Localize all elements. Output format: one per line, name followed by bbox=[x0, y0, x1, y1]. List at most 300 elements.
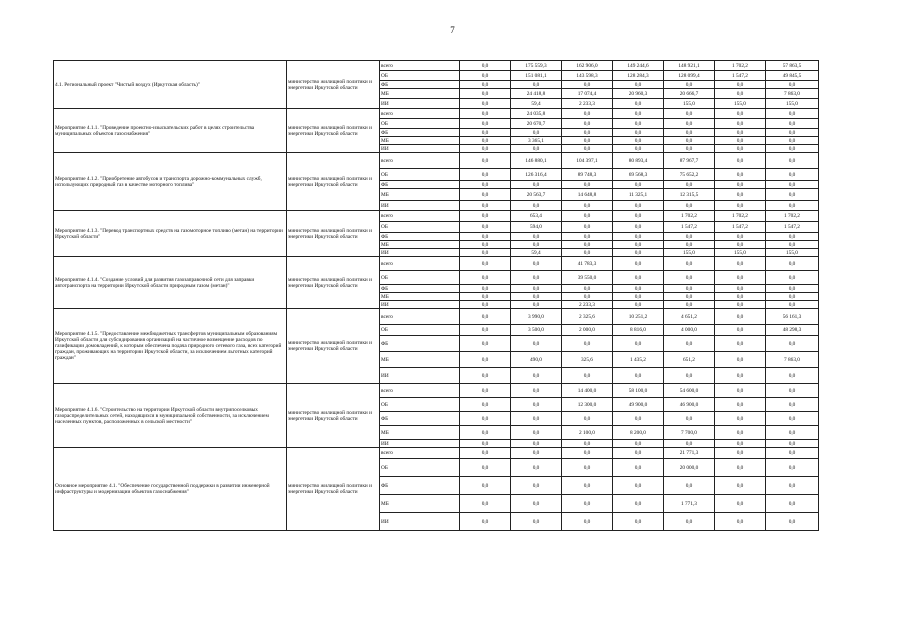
amount-cell: 0,0 bbox=[715, 368, 766, 384]
amount-cell: 0,0 bbox=[664, 241, 715, 249]
amount-cell: 0,0 bbox=[613, 241, 664, 249]
amount-cell: 12 300,0 bbox=[562, 398, 613, 412]
amount-cell: 20 000,0 bbox=[664, 459, 715, 477]
amount-cell: 0,0 bbox=[766, 495, 819, 513]
funding-source: ФБ bbox=[380, 181, 460, 189]
amount-cell: 0,0 bbox=[460, 81, 511, 89]
amount-cell: 0,0 bbox=[766, 336, 819, 352]
amount-cell: 0,0 bbox=[766, 448, 819, 459]
amount-cell: 0,0 bbox=[715, 271, 766, 285]
budget-table-body bbox=[54, 61, 819, 531]
amount-cell: 0,0 bbox=[664, 109, 715, 119]
amount-cell: 0,0 bbox=[715, 233, 766, 241]
amount-cell: 0,0 bbox=[562, 459, 613, 477]
amount-cell: 0,0 bbox=[562, 137, 613, 145]
amount-cell: 49 900,0 bbox=[613, 398, 664, 412]
activity-name: Мероприятие 4.1.6. "Строительство на территории Иркутской области внутрипоселковых газораспределительных сетей, находящихся в муниципальной собственности, за исключением населенных пунктов, расположенных в сельской местности" bbox=[54, 384, 287, 448]
amount-cell: 0,0 bbox=[511, 426, 562, 440]
amount-cell: 0,0 bbox=[562, 412, 613, 426]
funding-source: ИИ bbox=[380, 201, 460, 211]
amount-cell: 0,0 bbox=[511, 181, 562, 189]
amount-cell: 0,0 bbox=[460, 285, 511, 293]
amount-cell: 0,0 bbox=[715, 189, 766, 201]
amount-cell: 0,0 bbox=[460, 448, 511, 459]
responsible-executor: министерство жилищной политики и энергетики Иркутской области bbox=[287, 211, 380, 257]
amount-cell: 20 563,7 bbox=[511, 189, 562, 201]
funding-source: МБ bbox=[380, 89, 460, 99]
amount-cell: 104 397,1 bbox=[562, 153, 613, 169]
funding-source: ФБ bbox=[380, 477, 460, 495]
amount-cell: 1 702,2 bbox=[715, 211, 766, 222]
amount-cell: 0,0 bbox=[715, 309, 766, 325]
amount-cell: 0,0 bbox=[562, 181, 613, 189]
amount-cell: 0,0 bbox=[460, 153, 511, 169]
funding-source: ФБ bbox=[380, 233, 460, 241]
amount-cell: 7 863,0 bbox=[766, 352, 819, 368]
funding-source: ОБ bbox=[380, 71, 460, 81]
amount-cell: 0,0 bbox=[664, 271, 715, 285]
amount-cell: 0,0 bbox=[613, 440, 664, 448]
amount-cell: 0,0 bbox=[664, 137, 715, 145]
amount-cell: 0,0 bbox=[562, 222, 613, 233]
amount-cell: 39 550,0 bbox=[562, 271, 613, 285]
amount-cell: 14 648,8 bbox=[562, 189, 613, 201]
amount-cell: 0,0 bbox=[460, 129, 511, 137]
funding-source: всего bbox=[380, 109, 460, 119]
table-row bbox=[54, 153, 819, 169]
funding-source: ОБ bbox=[380, 271, 460, 285]
amount-cell: 0,0 bbox=[613, 129, 664, 137]
amount-cell: 2 233,3 bbox=[562, 99, 613, 109]
amount-cell: 0,0 bbox=[664, 119, 715, 129]
amount-cell: 0,0 bbox=[766, 137, 819, 145]
table-row bbox=[54, 211, 819, 222]
amount-cell: 0,0 bbox=[664, 257, 715, 271]
amount-cell: 0,0 bbox=[613, 477, 664, 495]
amount-cell: 0,0 bbox=[715, 129, 766, 137]
amount-cell: 48 298,3 bbox=[766, 325, 819, 336]
amount-cell: 0,0 bbox=[460, 352, 511, 368]
amount-cell: 3 365,1 bbox=[511, 137, 562, 145]
amount-cell: 20 666,7 bbox=[664, 89, 715, 99]
amount-cell: 0,0 bbox=[664, 301, 715, 309]
funding-source: МБ bbox=[380, 241, 460, 249]
amount-cell: 0,0 bbox=[715, 325, 766, 336]
funding-source: всего bbox=[380, 257, 460, 271]
amount-cell: 0,0 bbox=[613, 211, 664, 222]
amount-cell: 0,0 bbox=[460, 412, 511, 426]
amount-cell: 0,0 bbox=[460, 293, 511, 301]
funding-source: МБ bbox=[380, 189, 460, 201]
amount-cell: 0,0 bbox=[460, 99, 511, 109]
amount-cell: 0,0 bbox=[613, 285, 664, 293]
amount-cell: 0,0 bbox=[562, 233, 613, 241]
amount-cell: 0,0 bbox=[460, 89, 511, 99]
amount-cell: 1 702,2 bbox=[664, 211, 715, 222]
amount-cell: 87 967,7 bbox=[664, 153, 715, 169]
amount-cell: 0,0 bbox=[613, 137, 664, 145]
amount-cell: 0,0 bbox=[715, 412, 766, 426]
amount-cell: 0,0 bbox=[715, 89, 766, 99]
responsible-executor: министерство жилищной политики и энергетики Иркутской области bbox=[287, 109, 380, 153]
amount-cell: 0,0 bbox=[460, 271, 511, 285]
amount-cell: 75 652,2 bbox=[664, 169, 715, 181]
amount-cell: 0,0 bbox=[766, 426, 819, 440]
amount-cell: 59,4 bbox=[511, 99, 562, 109]
amount-cell: 0,0 bbox=[511, 201, 562, 211]
amount-cell: 0,0 bbox=[664, 145, 715, 153]
amount-cell: 155,0 bbox=[766, 249, 819, 257]
funding-source: МБ bbox=[380, 426, 460, 440]
amount-cell: 0,0 bbox=[562, 368, 613, 384]
table-row bbox=[54, 309, 819, 325]
amount-cell: 0,0 bbox=[715, 477, 766, 495]
amount-cell: 0,0 bbox=[766, 285, 819, 293]
amount-cell: 0,0 bbox=[460, 426, 511, 440]
amount-cell: 0,0 bbox=[613, 109, 664, 119]
amount-cell: 0,0 bbox=[766, 301, 819, 309]
amount-cell: 0,0 bbox=[562, 211, 613, 222]
responsible-executor: министерство жилищной политики и энергетики Иркутской области bbox=[287, 309, 380, 384]
amount-cell: 0,0 bbox=[766, 153, 819, 169]
amount-cell: 69 568,3 bbox=[613, 169, 664, 181]
amount-cell: 2 325,6 bbox=[562, 309, 613, 325]
amount-cell: 0,0 bbox=[664, 285, 715, 293]
amount-cell: 0,0 bbox=[715, 285, 766, 293]
amount-cell: 24 418,8 bbox=[511, 89, 562, 99]
amount-cell: 3 500,0 bbox=[511, 325, 562, 336]
amount-cell: 0,0 bbox=[715, 119, 766, 129]
amount-cell: 0,0 bbox=[460, 137, 511, 145]
amount-cell: 0,0 bbox=[613, 293, 664, 301]
amount-cell: 151 081,1 bbox=[511, 71, 562, 81]
amount-cell: 0,0 bbox=[562, 249, 613, 257]
funding-source: всего bbox=[380, 211, 460, 222]
amount-cell: 0,0 bbox=[460, 241, 511, 249]
amount-cell: 0,0 bbox=[511, 368, 562, 384]
activity-name: Мероприятие 4.1.4. "Создание условий для развития газозаправочной сети для заправки автотранспорта на территории Иркутской области природным газом (метан)" bbox=[54, 257, 287, 309]
amount-cell: 46 900,0 bbox=[664, 398, 715, 412]
amount-cell: 0,0 bbox=[664, 293, 715, 301]
amount-cell: 0,0 bbox=[664, 440, 715, 448]
amount-cell: 0,0 bbox=[766, 119, 819, 129]
amount-cell: 0,0 bbox=[613, 145, 664, 153]
amount-cell: 0,0 bbox=[766, 459, 819, 477]
amount-cell: 0,0 bbox=[460, 71, 511, 81]
amount-cell: 594,0 bbox=[511, 222, 562, 233]
funding-source: МБ bbox=[380, 137, 460, 145]
amount-cell: 0,0 bbox=[511, 513, 562, 531]
amount-cell: 1 702,2 bbox=[766, 211, 819, 222]
funding-source: всего bbox=[380, 309, 460, 325]
amount-cell: 0,0 bbox=[460, 189, 511, 201]
funding-source: всего bbox=[380, 448, 460, 459]
amount-cell: 0,0 bbox=[511, 293, 562, 301]
amount-cell: 56 161,3 bbox=[766, 309, 819, 325]
amount-cell: 7 863,0 bbox=[766, 89, 819, 99]
amount-cell: 59,4 bbox=[511, 249, 562, 257]
amount-cell: 0,0 bbox=[664, 412, 715, 426]
amount-cell: 0,0 bbox=[511, 81, 562, 89]
amount-cell: 2 000,0 bbox=[562, 325, 613, 336]
amount-cell: 0,0 bbox=[766, 169, 819, 181]
amount-cell: 0,0 bbox=[766, 477, 819, 495]
amount-cell: 0,0 bbox=[613, 201, 664, 211]
amount-cell: 0,0 bbox=[511, 459, 562, 477]
amount-cell: 0,0 bbox=[460, 477, 511, 495]
amount-cell: 0,0 bbox=[715, 336, 766, 352]
funding-source: ОБ bbox=[380, 119, 460, 129]
activity-name: 4.1. Региональный проект "Чистый воздух (Иркутская область)" bbox=[54, 61, 287, 109]
funding-source: всего bbox=[380, 61, 460, 71]
amount-cell: 155,0 bbox=[715, 99, 766, 109]
amount-cell: 0,0 bbox=[715, 513, 766, 531]
amount-cell: 128 099,4 bbox=[664, 71, 715, 81]
amount-cell: 54 600,0 bbox=[664, 384, 715, 398]
activity-name: Мероприятие 4.1.1. "Проведение проектно-изыскательских работ в целях строительства муниципальных объектов газоснабжения" bbox=[54, 109, 287, 153]
amount-cell: 175 559,3 bbox=[511, 61, 562, 71]
amount-cell: 0,0 bbox=[664, 513, 715, 531]
amount-cell: 0,0 bbox=[613, 368, 664, 384]
amount-cell: 1 547,2 bbox=[664, 222, 715, 233]
amount-cell: 0,0 bbox=[511, 477, 562, 495]
amount-cell: 12 315,5 bbox=[664, 189, 715, 201]
amount-cell: 0,0 bbox=[766, 271, 819, 285]
amount-cell: 0,0 bbox=[562, 513, 613, 531]
amount-cell: 0,0 bbox=[460, 201, 511, 211]
amount-cell: 0,0 bbox=[664, 336, 715, 352]
amount-cell: 0,0 bbox=[715, 169, 766, 181]
amount-cell: 0,0 bbox=[562, 129, 613, 137]
amount-cell: 0,0 bbox=[613, 301, 664, 309]
amount-cell: 2 100,0 bbox=[562, 426, 613, 440]
amount-cell: 0,0 bbox=[562, 241, 613, 249]
amount-cell: 0,0 bbox=[613, 257, 664, 271]
amount-cell: 0,0 bbox=[562, 448, 613, 459]
amount-cell: 8 816,0 bbox=[613, 325, 664, 336]
amount-cell: 14 400,0 bbox=[562, 384, 613, 398]
amount-cell: 1 547,2 bbox=[715, 71, 766, 81]
amount-cell: 0,0 bbox=[562, 119, 613, 129]
funding-source: ИИ bbox=[380, 368, 460, 384]
amount-cell: 0,0 bbox=[511, 271, 562, 285]
amount-cell: 651,2 bbox=[664, 352, 715, 368]
amount-cell: 0,0 bbox=[766, 513, 819, 531]
amount-cell: 149 244,6 bbox=[613, 61, 664, 71]
amount-cell: 0,0 bbox=[511, 412, 562, 426]
amount-cell: 0,0 bbox=[613, 81, 664, 89]
amount-cell: 0,0 bbox=[766, 81, 819, 89]
amount-cell: 0,0 bbox=[511, 495, 562, 513]
amount-cell: 0,0 bbox=[511, 301, 562, 309]
amount-cell: 0,0 bbox=[562, 336, 613, 352]
funding-source: всего bbox=[380, 384, 460, 398]
funding-source: ФБ bbox=[380, 336, 460, 352]
amount-cell: 3 990,0 bbox=[511, 309, 562, 325]
amount-cell: 0,0 bbox=[511, 384, 562, 398]
amount-cell: 2 233,3 bbox=[562, 301, 613, 309]
amount-cell: 155,0 bbox=[715, 249, 766, 257]
amount-cell: 0,0 bbox=[664, 233, 715, 241]
amount-cell: 0,0 bbox=[613, 336, 664, 352]
amount-cell: 0,0 bbox=[613, 459, 664, 477]
amount-cell: 0,0 bbox=[613, 181, 664, 189]
funding-source: ИИ bbox=[380, 99, 460, 109]
amount-cell: 0,0 bbox=[511, 129, 562, 137]
amount-cell: 0,0 bbox=[562, 440, 613, 448]
amount-cell: 0,0 bbox=[613, 271, 664, 285]
amount-cell: 490,0 bbox=[511, 352, 562, 368]
responsible-executor: министерство жилищной политики и энергетики Иркутской области bbox=[287, 448, 380, 531]
amount-cell: 0,0 bbox=[460, 459, 511, 477]
table-row bbox=[54, 109, 819, 119]
amount-cell: 0,0 bbox=[511, 241, 562, 249]
amount-cell: 0,0 bbox=[460, 398, 511, 412]
funding-source: МБ bbox=[380, 352, 460, 368]
amount-cell: 41 783,3 bbox=[562, 257, 613, 271]
responsible-executor: министерство жилищной политики и энергетики Иркутской области bbox=[287, 61, 380, 109]
amount-cell: 0,0 bbox=[715, 137, 766, 145]
amount-cell: 0,0 bbox=[511, 440, 562, 448]
amount-cell: 0,0 bbox=[664, 477, 715, 495]
funding-source: ИИ bbox=[380, 145, 460, 153]
amount-cell: 0,0 bbox=[460, 336, 511, 352]
amount-cell: 4 000,0 bbox=[664, 325, 715, 336]
table-row bbox=[54, 61, 819, 71]
amount-cell: 653,4 bbox=[511, 211, 562, 222]
amount-cell: 20 670,7 bbox=[511, 119, 562, 129]
amount-cell: 0,0 bbox=[715, 81, 766, 89]
amount-cell: 0,0 bbox=[715, 201, 766, 211]
activity-name: Мероприятие 4.1.3. "Перевод транспортных средств на газомоторное топливо (метан) на территории Иркутской области" bbox=[54, 211, 287, 257]
amount-cell: 0,0 bbox=[715, 426, 766, 440]
amount-cell: 20 960,3 bbox=[613, 89, 664, 99]
amount-cell: 0,0 bbox=[766, 241, 819, 249]
table-row bbox=[54, 257, 819, 271]
amount-cell: 0,0 bbox=[562, 477, 613, 495]
amount-cell: 0,0 bbox=[562, 285, 613, 293]
amount-cell: 0,0 bbox=[460, 440, 511, 448]
amount-cell: 0,0 bbox=[460, 257, 511, 271]
amount-cell: 0,0 bbox=[715, 398, 766, 412]
amount-cell: 0,0 bbox=[613, 233, 664, 241]
amount-cell: 0,0 bbox=[460, 384, 511, 398]
amount-cell: 146 880,1 bbox=[511, 153, 562, 169]
amount-cell: 24 035,8 bbox=[511, 109, 562, 119]
amount-cell: 0,0 bbox=[715, 181, 766, 189]
amount-cell: 4 651,2 bbox=[664, 309, 715, 325]
amount-cell: 0,0 bbox=[715, 145, 766, 153]
amount-cell: 0,0 bbox=[460, 309, 511, 325]
amount-cell: 128 284,3 bbox=[613, 71, 664, 81]
funding-source: ОБ bbox=[380, 222, 460, 233]
amount-cell: 0,0 bbox=[562, 201, 613, 211]
responsible-executor: министерство жилищной политики и энергетики Иркутской области bbox=[287, 384, 380, 448]
amount-cell: 80 893,4 bbox=[613, 153, 664, 169]
amount-cell: 58 100,0 bbox=[613, 384, 664, 398]
amount-cell: 0,0 bbox=[715, 495, 766, 513]
amount-cell: 0,0 bbox=[460, 119, 511, 129]
amount-cell: 155,0 bbox=[766, 99, 819, 109]
amount-cell: 0,0 bbox=[715, 459, 766, 477]
amount-cell: 0,0 bbox=[613, 249, 664, 257]
amount-cell: 0,0 bbox=[766, 257, 819, 271]
amount-cell: 0,0 bbox=[613, 495, 664, 513]
funding-source: ИИ bbox=[380, 440, 460, 448]
activity-name: Мероприятие 4.1.5. "Предоставление межбюджетных трансфертов муниципальным образованиям Иркутской области для субсидирования организаций на частичное возмещение расходов по газификации домовладений, к которым обеспечена подача природного сетевого газа, всех категорий граждан, проживающих на территории Иркутской области, за исключением льготных категорий граждан" bbox=[54, 309, 287, 384]
amount-cell: 49 845,5 bbox=[766, 71, 819, 81]
amount-cell: 0,0 bbox=[664, 181, 715, 189]
amount-cell: 0,0 bbox=[511, 285, 562, 293]
amount-cell: 0,0 bbox=[766, 368, 819, 384]
amount-cell: 1 547,2 bbox=[766, 222, 819, 233]
amount-cell: 10 251,2 bbox=[613, 309, 664, 325]
funding-source: ОБ bbox=[380, 459, 460, 477]
amount-cell: 0,0 bbox=[715, 448, 766, 459]
activity-name: Основное мероприятие 4.1. "Обеспечение государственной поддержки в развитии инженерной инфраструктуры и модернизации объектов газоснабжения" bbox=[54, 448, 287, 531]
funding-source: ИИ bbox=[380, 301, 460, 309]
amount-cell: 0,0 bbox=[766, 384, 819, 398]
amount-cell: 0,0 bbox=[460, 211, 511, 222]
amount-cell: 155,0 bbox=[664, 249, 715, 257]
funding-source: ОБ bbox=[380, 398, 460, 412]
amount-cell: 0,0 bbox=[715, 153, 766, 169]
table-row bbox=[54, 384, 819, 398]
amount-cell: 0,0 bbox=[766, 201, 819, 211]
amount-cell: 0,0 bbox=[460, 145, 511, 153]
funding-source: МБ bbox=[380, 495, 460, 513]
funding-source: ИИ bbox=[380, 249, 460, 257]
amount-cell: 0,0 bbox=[613, 513, 664, 531]
amount-cell: 57 863,5 bbox=[766, 61, 819, 71]
amount-cell: 143 598,3 bbox=[562, 71, 613, 81]
amount-cell: 0,0 bbox=[664, 201, 715, 211]
amount-cell: 0,0 bbox=[460, 169, 511, 181]
amount-cell: 0,0 bbox=[766, 398, 819, 412]
amount-cell: 8 200,0 bbox=[613, 426, 664, 440]
amount-cell: 1 435,2 bbox=[613, 352, 664, 368]
amount-cell: 0,0 bbox=[715, 384, 766, 398]
amount-cell: 0,0 bbox=[460, 109, 511, 119]
amount-cell: 155,0 bbox=[664, 99, 715, 109]
amount-cell: 0,0 bbox=[511, 398, 562, 412]
amount-cell: 0,0 bbox=[562, 293, 613, 301]
amount-cell: 0,0 bbox=[715, 293, 766, 301]
amount-cell: 0,0 bbox=[766, 189, 819, 201]
amount-cell: 162 906,0 bbox=[562, 61, 613, 71]
amount-cell: 0,0 bbox=[511, 233, 562, 241]
amount-cell: 0,0 bbox=[613, 119, 664, 129]
amount-cell: 0,0 bbox=[715, 352, 766, 368]
amount-cell: 0,0 bbox=[715, 440, 766, 448]
amount-cell: 325,6 bbox=[562, 352, 613, 368]
amount-cell: 0,0 bbox=[460, 222, 511, 233]
amount-cell: 0,0 bbox=[664, 129, 715, 137]
amount-cell: 1 702,2 bbox=[715, 61, 766, 71]
amount-cell: 21 771,3 bbox=[664, 448, 715, 459]
funding-source: ОБ bbox=[380, 325, 460, 336]
amount-cell: 0,0 bbox=[613, 412, 664, 426]
table-row bbox=[54, 448, 819, 459]
amount-cell: 0,0 bbox=[562, 109, 613, 119]
funding-source: ФБ bbox=[380, 412, 460, 426]
amount-cell: 7 700,0 bbox=[664, 426, 715, 440]
amount-cell: 0,0 bbox=[562, 81, 613, 89]
amount-cell: 0,0 bbox=[715, 109, 766, 119]
amount-cell: 0,0 bbox=[715, 257, 766, 271]
responsible-executor: министерство жилищной политики и энергетики Иркутской области bbox=[287, 257, 380, 309]
amount-cell: 0,0 bbox=[511, 336, 562, 352]
